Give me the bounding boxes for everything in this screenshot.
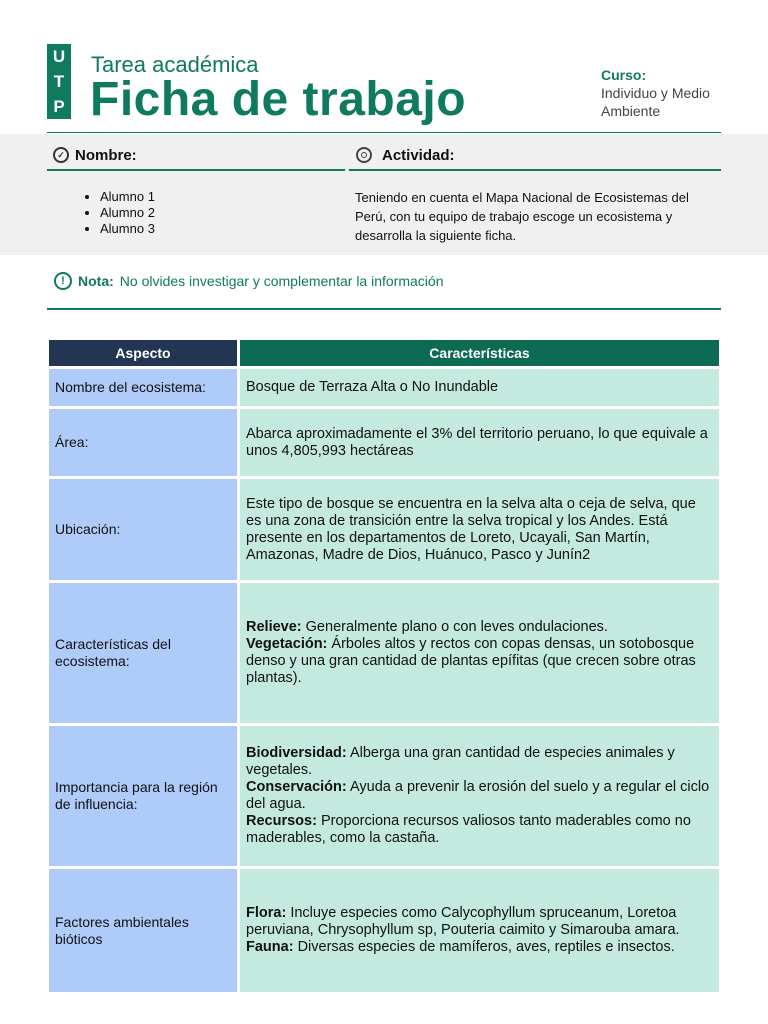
aspect-cell: Importancia para la región de influencia: <box>49 726 237 866</box>
activity-text: Teniendo en cuenta el Mapa Nacional de Ecosistemas del Perú, con tu equipo de trabajo escoge un ecosistema y desarrolla la siguiente ficha. <box>355 190 689 243</box>
biodiversity-text: Alberga una gran cantidad de especies animales y vegetales. <box>246 745 675 778</box>
cell-text <box>246 905 713 956</box>
vegetation-label: Vegetación: <box>246 636 328 652</box>
table-row <box>49 369 719 406</box>
check-circle-icon: ✓ <box>53 147 69 163</box>
list-item: • Alumno 3 <box>100 221 155 237</box>
characteristics-cell <box>240 726 719 866</box>
document-subtitle: Tarea académica <box>91 52 259 77</box>
document-title: Ficha de trabajo <box>90 73 467 126</box>
ecosystem-table <box>49 340 719 992</box>
conservation-label: Conservación: <box>246 779 347 795</box>
logo-letter-p: P <box>53 97 65 116</box>
resources-label: Recursos: <box>246 813 317 829</box>
table-row <box>49 869 719 992</box>
cell-text: Abarca aproximadamente el 3% del territorio peruano, lo que equivale a unos 4,805,993 hectáreas <box>246 425 708 459</box>
cell-text: Este tipo de bosque se encuentra en la selva alta o ceja de selva, que es una zona de transición entre la selva tropical y los Andes. Está presente en los departamentos de Loreto, Ucayali, San Martín, Amazonas, Madre de Dios, Huánuco, Pasco y Junín2 <box>246 495 696 563</box>
flora-text: Incluye especies como Calycophyllum spruceanum, Loretoa peruviana, Chrysophyllum sp, Pouteria caimito y Simarouba amara. <box>246 905 680 938</box>
note-label: Nota: <box>78 273 114 289</box>
list-item: • Alumno 1 <box>100 189 155 205</box>
flora-label: Flora: <box>246 905 287 921</box>
cell-text <box>246 745 713 847</box>
characteristics-cell <box>240 583 719 723</box>
note-text: No olvides investigar y complementar la información <box>119 273 444 289</box>
characteristics-cell <box>240 409 719 476</box>
logo-letter-t: T <box>53 72 65 91</box>
student-list <box>80 189 155 237</box>
aspect-cell: Factores ambientales bióticos <box>49 869 237 992</box>
utp-logo <box>47 44 71 119</box>
characteristics-cell <box>240 869 719 992</box>
alert-icon: ! <box>54 272 72 290</box>
aspect-cell: Área: <box>49 409 237 476</box>
relief-label: Relieve: <box>246 619 302 635</box>
activity-divider <box>349 169 721 171</box>
characteristics-cell <box>240 369 719 406</box>
biodiversity-label: Biodiversidad: <box>246 745 347 761</box>
logo-letter-u: U <box>52 47 66 66</box>
activity-label: Actividad: <box>382 146 455 164</box>
cell-text <box>246 619 713 687</box>
table-row <box>49 409 719 476</box>
name-heading <box>53 142 137 168</box>
aspect-cell: Nombre del ecosistema: <box>49 369 237 406</box>
note-divider <box>47 308 721 310</box>
header-aspect: Aspecto <box>49 340 237 366</box>
list-item: • Alumno 2 <box>100 205 155 221</box>
course-name: Individuo y Medio Ambiente <box>601 85 710 119</box>
note <box>54 272 443 290</box>
fauna-text: Diversas especies de mamíferos, aves, reptiles e insectos. <box>297 939 675 955</box>
target-icon <box>356 147 372 163</box>
aspect-cell: Ubicación: <box>49 479 237 580</box>
conservation-text: Ayuda a prevenir la erosión del suelo y a regular el ciclo del agua. <box>246 779 710 812</box>
course-label: Curso: <box>601 67 647 83</box>
header-characteristics: Características <box>240 340 719 366</box>
resources-text: Proporciona recursos valiosos tanto maderables como no maderables, como la castaña. <box>246 813 691 846</box>
table-row <box>49 583 719 723</box>
cell-text: Bosque de Terraza Alta o No Inundable <box>246 379 499 395</box>
name-label: Nombre: <box>75 146 137 164</box>
vegetation-text: Árboles altos y rectos con copas densas, un sotobosque denso y una gran cantidad de plantas epífitas (que crecen sobre otras plantas). <box>246 636 696 686</box>
table-header <box>49 340 719 366</box>
fauna-label: Fauna: <box>246 939 294 955</box>
characteristics-cell <box>240 479 719 580</box>
header-divider <box>47 132 721 133</box>
table-row <box>49 479 719 580</box>
table-row <box>49 726 719 866</box>
aspect-cell: Características del ecosistema: <box>49 583 237 723</box>
activity-heading <box>356 142 455 168</box>
relief-text: Generalmente plano o con leves ondulaciones. <box>305 619 608 635</box>
name-divider <box>47 169 345 171</box>
